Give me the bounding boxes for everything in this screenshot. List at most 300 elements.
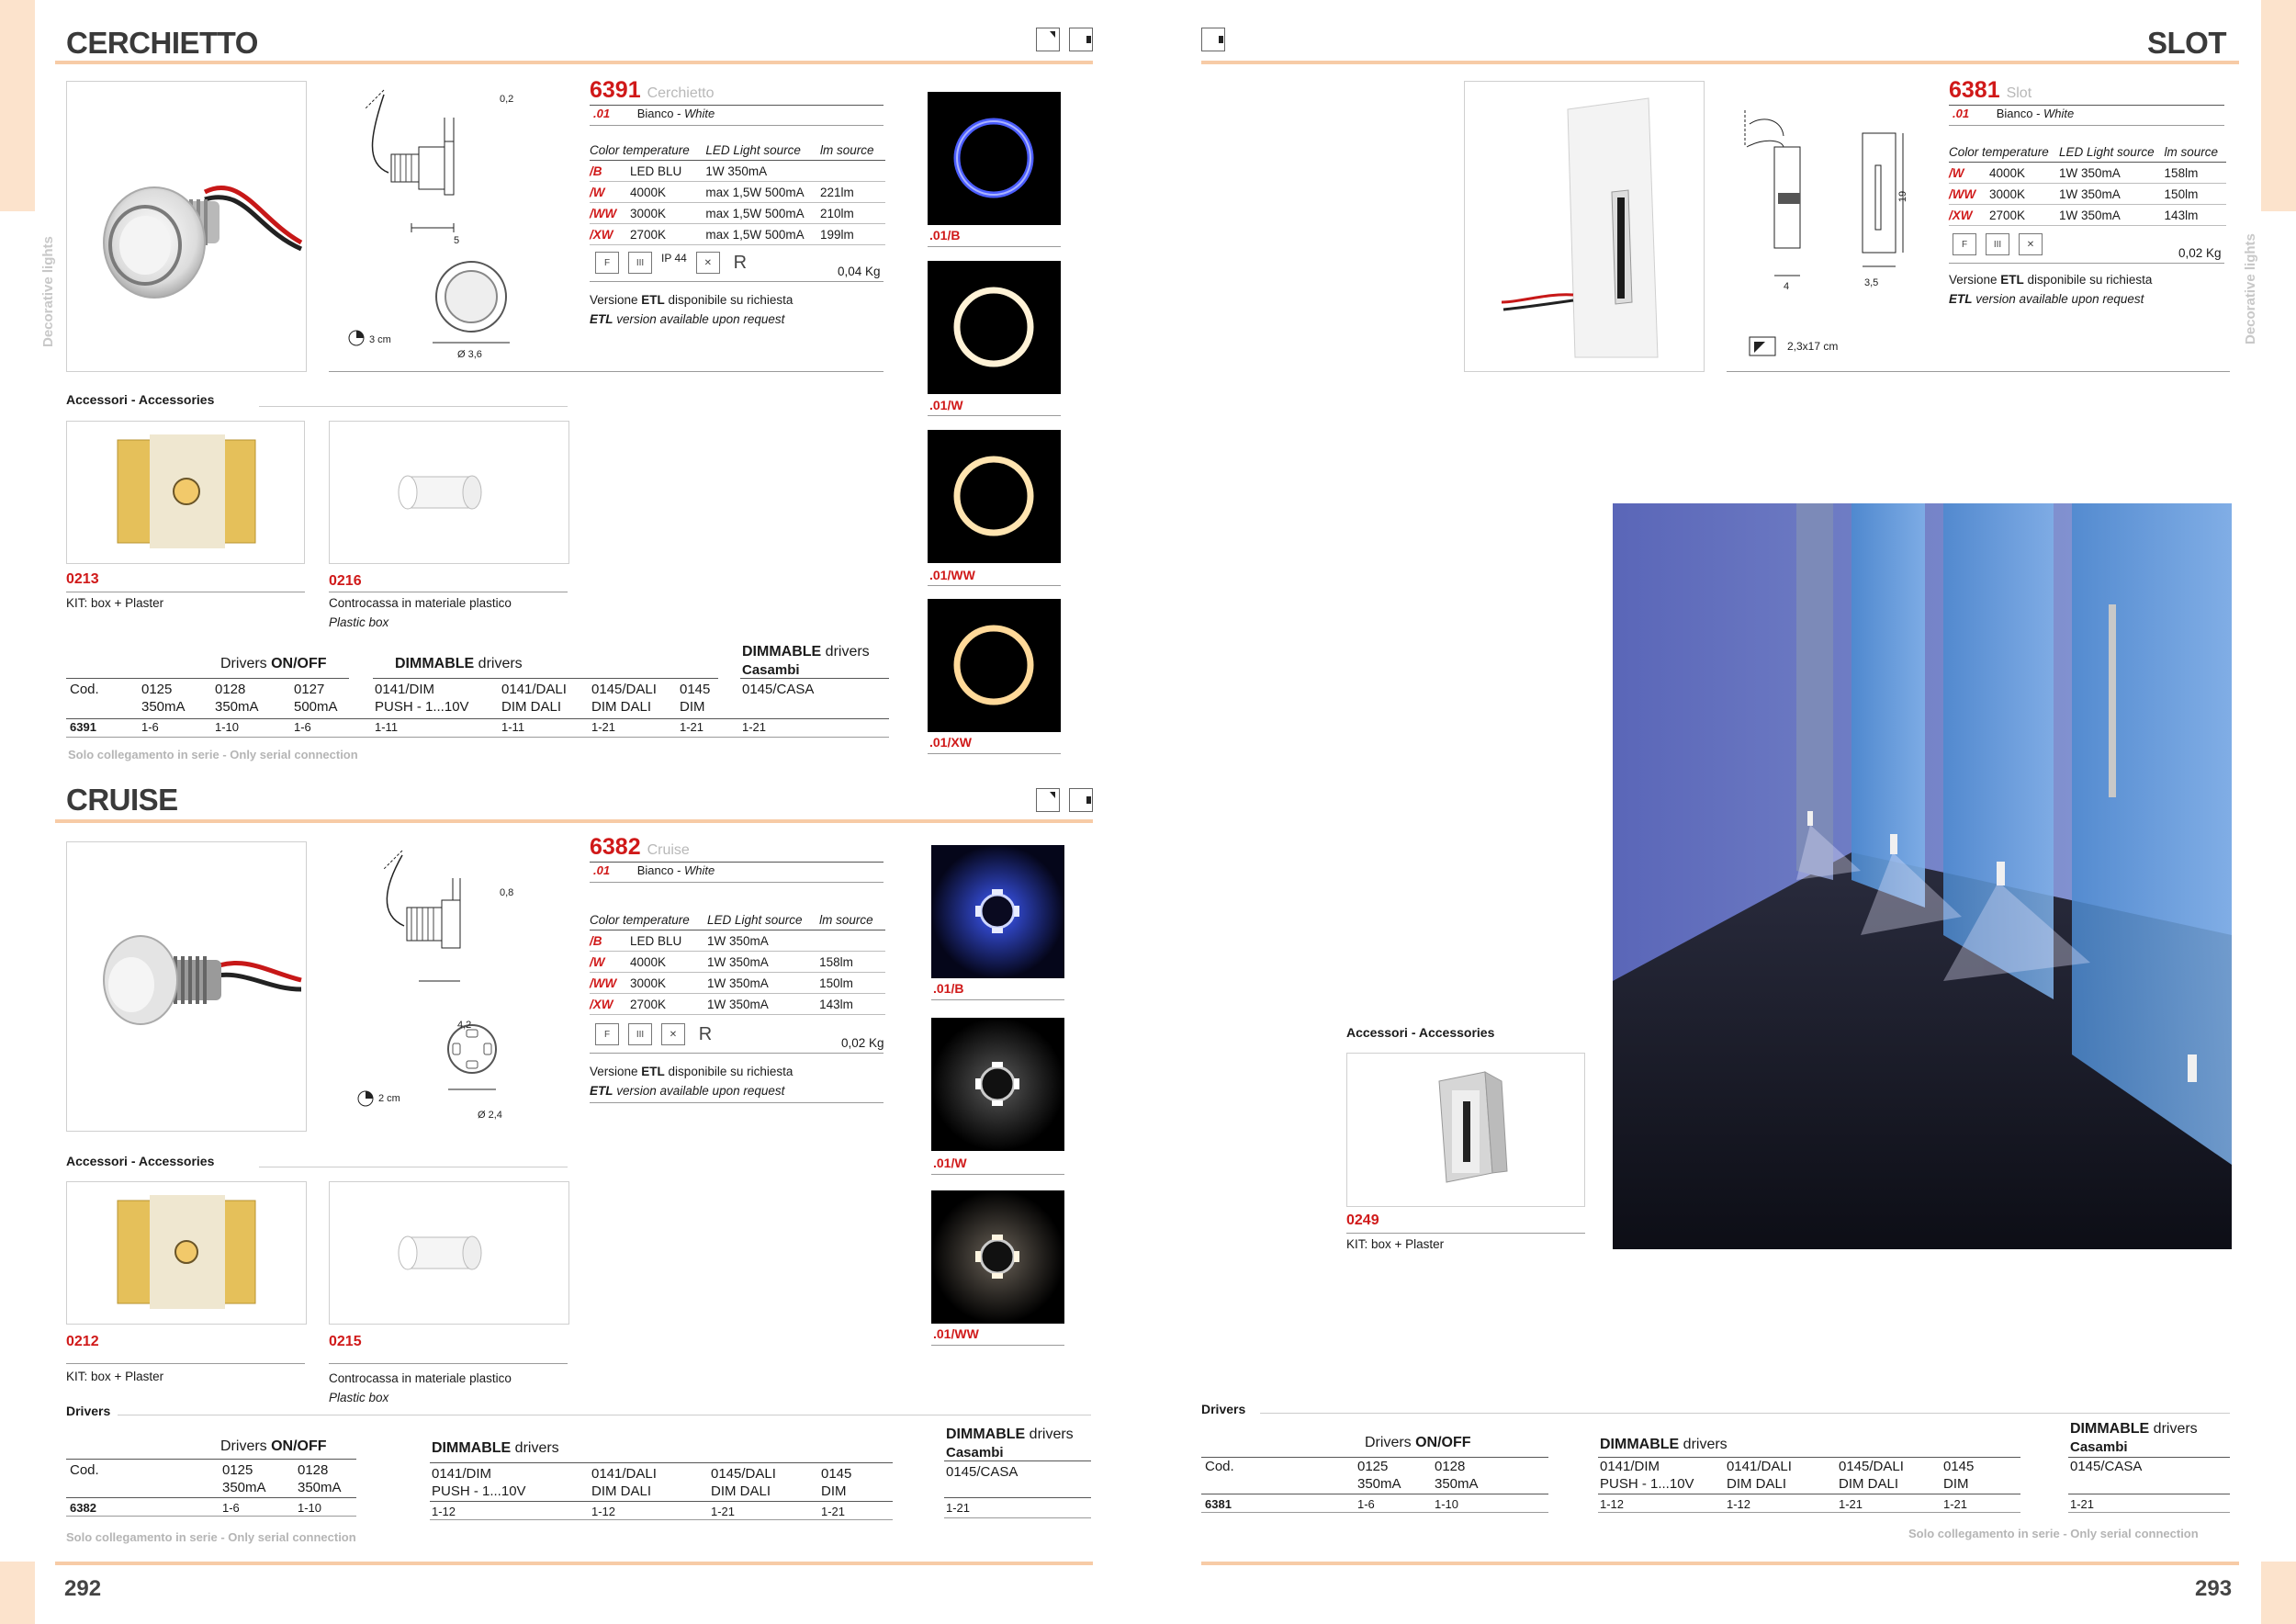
accessory-kit-photo: [66, 421, 305, 564]
spec-row: [590, 203, 885, 224]
row-code: /XW: [590, 227, 613, 242]
row-temp: 4000K: [1989, 165, 2026, 180]
row-code: /WW: [590, 206, 617, 220]
accessory-desc: KIT: box + Plaster: [66, 596, 164, 610]
driver-code: 0145/CASA: [2070, 1459, 2143, 1474]
finish-en: White: [684, 863, 715, 877]
driver-spec: DIM DALI: [1839, 1476, 1899, 1492]
drv-range: 1-6: [294, 720, 311, 734]
drv-range: 1-21: [821, 1505, 846, 1518]
driver-code: 0128: [298, 1462, 329, 1478]
cerchietto-spec-bottom-rule: [329, 371, 884, 372]
row-code: /B: [590, 933, 602, 948]
row-code: /XW: [590, 997, 613, 1011]
f-mark-icon: F: [1953, 233, 1976, 255]
driver-code: 0127: [294, 682, 325, 697]
dim-depth: 4: [1784, 281, 1790, 292]
spec-row: [590, 182, 885, 203]
class-iii-icon: III: [628, 1023, 652, 1045]
slot-product-photo: [1464, 81, 1705, 372]
cruise-header-rule: [55, 819, 1093, 823]
accessory-desc: Controcassa in materiale plastico Plastic box: [329, 596, 512, 629]
th-lm-source: lm source: [819, 909, 885, 930]
cerchietto-drivers-onoff-heading: Drivers ON/OFF: [220, 656, 327, 671]
dim-top: 0,2: [500, 94, 514, 105]
driver-code: 0145/DALI: [1839, 1459, 1904, 1474]
drv-range: 1-11: [501, 720, 525, 734]
cod-label: Cod.: [70, 682, 99, 697]
spec-row: [590, 973, 885, 994]
accessory-rule: [66, 1363, 305, 1364]
row-temp: LED BLU: [630, 164, 682, 178]
drv-bottom-rule: [66, 1516, 356, 1517]
driver-spec: 350mA: [141, 699, 186, 715]
slot-drivers-label: Drivers: [1201, 1402, 1246, 1416]
drv-range: 1-21: [946, 1501, 971, 1515]
driver-code: 0145/DALI: [591, 682, 657, 697]
cruise-etl-note: Versione ETL disponibile su richiesta ETL version available upon request: [590, 1065, 793, 1098]
row-lm: 143lm: [2165, 205, 2226, 226]
product-name: Cerchietto: [647, 85, 715, 101]
cerchietto-certifications: [595, 252, 751, 274]
cerchietto-serial-note: Solo collegamento in serie - Only serial connection: [68, 748, 358, 761]
slot-weight: 0,02 Kg: [2178, 246, 2222, 260]
th-led-source: LED Light source: [2059, 141, 2165, 163]
slot-title: SLOT: [2147, 26, 2226, 60]
driver-spec: 350mA: [1357, 1476, 1401, 1492]
spec-row: [590, 224, 885, 245]
product-name: Slot: [2006, 85, 2032, 101]
row-source: max 1,5W 500mA: [705, 203, 820, 224]
spec-row: [1949, 184, 2226, 205]
cerchietto-drivers-casambi-heading: DIMMABLE drivers Casambi: [742, 644, 870, 678]
cruise-weight-rule: [590, 1053, 884, 1054]
driver-spec: DIM DALI: [711, 1483, 771, 1499]
drv-range: 1-6: [1357, 1497, 1375, 1511]
cruise-title: CRUISE: [66, 783, 178, 817]
driver-code: 0145/CASA: [742, 682, 815, 697]
row-code: /WW: [1949, 186, 1976, 201]
driver-code: 0128: [1435, 1459, 1466, 1474]
row-temp: 2700K: [630, 227, 667, 242]
row-temp: 3000K: [1989, 186, 2026, 201]
thumb-rule-ww: [928, 585, 1061, 586]
drv-rule: [66, 678, 349, 679]
sidebar-label-right: Decorative lights: [2243, 233, 2258, 344]
sidebar-label-left: Decorative lights: [40, 236, 56, 347]
drv-range: 1-21: [2070, 1497, 2095, 1511]
cerchietto-weight-rule: [590, 281, 884, 282]
drv-range: 1-10: [298, 1501, 322, 1515]
accessory-plastic-box-photo: [329, 421, 569, 564]
cruise-finish-rule: [590, 882, 884, 883]
drv-row-rule: [944, 1497, 1091, 1498]
accessory-code: 0249: [1346, 1212, 1379, 1228]
hole-depth: 2 cm: [378, 1093, 400, 1104]
slot-ambient-photo: [1613, 503, 2232, 1249]
no-insulation-icon: ✕: [661, 1023, 685, 1045]
thumb-label-ww: .01/WW: [929, 568, 975, 582]
drv-range: 1-6: [222, 1501, 240, 1515]
accessory-desc: KIT: box + Plaster: [66, 1370, 164, 1383]
cerchietto-code-rule: [590, 105, 884, 106]
spec-row: [590, 994, 885, 1015]
driver-spec: 350mA: [215, 699, 259, 715]
driver-code: 0141/DIM: [432, 1466, 492, 1482]
spec-row: [590, 952, 885, 973]
th-color-temp: Color temperature: [590, 140, 705, 161]
thumb-rule-w: [931, 1174, 1064, 1175]
drv-rule: [740, 678, 889, 679]
product-name: Cruise: [647, 842, 690, 858]
cruise-drivers-label: Drivers: [66, 1404, 111, 1418]
slot-finish-rule: [1949, 125, 2224, 126]
row-code: /W: [1949, 165, 1964, 180]
cod-label: Cod.: [1205, 1459, 1234, 1474]
thumb-label-xw: .01/XW: [929, 735, 972, 750]
finish-en: White: [2043, 107, 2075, 120]
row-code: /W: [590, 954, 605, 969]
row-lm: [819, 930, 885, 952]
cerchietto-header-rule: [55, 61, 1093, 64]
driver-code: 0125: [1357, 1459, 1389, 1474]
drv-range: 1-12: [591, 1505, 616, 1518]
thumb-rule-xw: [928, 753, 1061, 754]
left-page-number: 292: [64, 1576, 102, 1601]
right-page-number: 293: [2195, 1576, 2233, 1601]
slot-serial-note: Solo collegamento in serie - Only serial connection: [1908, 1527, 2199, 1540]
row-code: /XW: [1949, 208, 1973, 222]
driver-spec: DIM: [680, 699, 705, 715]
slot-code-heading: [1949, 77, 2032, 104]
slot-drivers-onoff-heading: Drivers ON/OFF: [1365, 1435, 1471, 1450]
thumb-xwarm-ring: [928, 599, 1061, 732]
drv-product-code: 6391: [70, 720, 96, 734]
dim-top: 0,8: [500, 887, 514, 898]
row-lm: 150lm: [2165, 184, 2226, 205]
no-insulation-icon: ✕: [2019, 233, 2043, 255]
drv-range: 1-21: [711, 1505, 736, 1518]
drv-bottom-rule: [66, 737, 889, 738]
cruise-drivers-dimmable-heading: DIMMABLE drivers: [432, 1440, 559, 1456]
thumb-rule-ww: [931, 1345, 1064, 1346]
thumb-blue-ring: [928, 92, 1061, 225]
row-source: max 1,5W 500mA: [705, 224, 820, 245]
indoor-icon: [1201, 28, 1225, 51]
thumb-rule-b: [928, 246, 1061, 247]
row-lm: [820, 161, 885, 182]
driver-code: 0141/DALI: [501, 682, 567, 697]
driver-spec: PUSH - 1...10V: [1600, 1476, 1694, 1492]
thumb-rule-b: [931, 999, 1064, 1000]
driver-spec: DIM DALI: [1727, 1476, 1787, 1492]
row-temp: 4000K: [630, 954, 667, 969]
driver-code: 0145/DALI: [711, 1466, 776, 1482]
slot-drivers-rule: [1260, 1413, 2230, 1414]
row-code: /W: [590, 185, 605, 199]
cerchietto-weight: 0,04 Kg: [838, 265, 881, 278]
row-code: /B: [590, 164, 602, 178]
left-sidebar-strip-bottom: [0, 1562, 35, 1624]
product-code: 6382: [590, 834, 641, 860]
cerchietto-technical-drawing: [329, 81, 558, 366]
finish-it: Bianco -: [636, 863, 685, 877]
drv-rule: [2068, 1457, 2230, 1458]
cruise-serial-note: Solo collegamento in serie - Only serial connection: [66, 1530, 356, 1544]
drv-range: 1-21: [591, 720, 616, 734]
hole-depth: 3 cm: [369, 334, 391, 345]
f-mark-icon: F: [595, 252, 619, 274]
row-temp: 3000K: [630, 206, 667, 220]
drv-bottom-rule: [1598, 1512, 2020, 1513]
spec-row: [1949, 205, 2226, 226]
drv-range: 1-12: [432, 1505, 456, 1518]
row-source: 1W 350mA: [2059, 205, 2165, 226]
class-iii-icon: III: [628, 252, 652, 274]
slot-etl-note: Versione ETL disponibile su richiesta ETL version available upon request: [1949, 273, 2153, 306]
cruise-spec-table: [590, 909, 885, 1015]
right-sidebar-strip-top: [2261, 0, 2296, 211]
cerchietto-spec-table: [590, 140, 885, 245]
dim-width: 4,2: [457, 1020, 472, 1031]
slot-certifications: [1953, 233, 2043, 255]
dim-diameter: Ø 3,6: [457, 349, 482, 360]
driver-code: 0145: [821, 1466, 852, 1482]
cruise-product-photo: [66, 841, 307, 1132]
slot-header-rule: [1201, 61, 2239, 64]
accessory-code: 0216: [329, 573, 362, 589]
drv-rule: [1201, 1457, 1548, 1458]
wall-icon: [1069, 28, 1093, 51]
driver-code: 0125: [141, 682, 173, 697]
right-sidebar-strip-bottom: [2261, 1562, 2296, 1624]
accessory-code: 0212: [66, 1334, 99, 1349]
hole-size: 2,3x17 cm: [1787, 340, 1839, 353]
drv-range: 1-12: [1600, 1497, 1625, 1511]
row-lm: 158lm: [2165, 163, 2226, 184]
cod-label: Cod.: [70, 1462, 99, 1478]
cerchietto-finish-rule: [590, 125, 884, 126]
indoor-icon: [1036, 788, 1060, 812]
spec-row: [590, 161, 885, 182]
cerchietto-title: CERCHIETTO: [66, 26, 258, 60]
cruise-finish: [593, 863, 715, 877]
accessory-code: 0213: [66, 571, 99, 587]
drv-range: 1-21: [1839, 1497, 1863, 1511]
finish-it: Bianco -: [1996, 107, 2044, 120]
accessory-plastic-box-photo: [329, 1181, 569, 1325]
drv-bottom-rule: [2068, 1512, 2230, 1513]
row-source: 1W 350mA: [2059, 184, 2165, 205]
drv-range: 1-10: [1435, 1497, 1459, 1511]
drv-product-code: 6381: [1205, 1497, 1232, 1511]
finish-code: .01: [1953, 107, 1970, 120]
dim-width: 5: [454, 235, 460, 246]
driver-code: 0141/DALI: [591, 1466, 657, 1482]
thumb-cruise-warm: [931, 1190, 1064, 1324]
accessory-code: 0215: [329, 1334, 362, 1349]
drv-range: 1-12: [1727, 1497, 1751, 1511]
dim-width: 3,5: [1864, 277, 1879, 288]
row-temp: 2700K: [1989, 208, 2026, 222]
row-lm: 150lm: [819, 973, 885, 994]
driver-spec: 350mA: [298, 1480, 342, 1495]
thumb-cruise-blue: [931, 845, 1064, 978]
driver-spec: PUSH - 1...10V: [375, 699, 469, 715]
drv-rule: [66, 1459, 356, 1460]
cerchietto-finish: [593, 107, 715, 120]
cerchietto-product-photo: [66, 81, 307, 372]
row-source: max 1,5W 500mA: [705, 182, 820, 203]
drv-row-rule: [430, 1501, 893, 1502]
driver-code: 0141/DIM: [1600, 1459, 1660, 1474]
slot-spec-table: [1949, 141, 2226, 226]
accessory-desc: KIT: box + Plaster: [1346, 1237, 1445, 1251]
cruise-code-rule: [590, 862, 884, 863]
indoor-icon: [1036, 28, 1060, 51]
drv-rule: [373, 678, 718, 679]
drv-range: 1-21: [1943, 1497, 1968, 1511]
drv-range: 1-21: [680, 720, 704, 734]
slot-weight-rule: [1949, 263, 2224, 264]
drv-row-rule: [66, 1497, 356, 1498]
row-lm: 210lm: [820, 203, 885, 224]
f-mark-icon: F: [595, 1023, 619, 1045]
row-lm: 143lm: [819, 994, 885, 1015]
cerchietto-drivers-dimmable-heading: DIMMABLE drivers: [395, 656, 523, 671]
spec-row: [590, 930, 885, 952]
th-led-source: LED Light source: [707, 909, 819, 930]
class-iii-icon: III: [1986, 233, 2009, 255]
th-color-temp: Color temperature: [590, 909, 707, 930]
driver-code: 0141/DALI: [1727, 1459, 1792, 1474]
slot-code-rule: [1949, 105, 2224, 106]
r-mark-icon: R: [733, 252, 748, 273]
row-source: 1W 350mA: [707, 952, 819, 973]
row-source: 1W 350mA: [707, 994, 819, 1015]
row-temp: 2700K: [630, 997, 667, 1011]
thumb-label-w: .01/W: [929, 398, 963, 412]
row-code: /WW: [590, 976, 617, 990]
cruise-code-heading: [590, 834, 690, 861]
dim-diameter: Ø 2,4: [478, 1110, 502, 1121]
th-color-temp: Color temperature: [1949, 141, 2059, 163]
accessory-desc: Controcassa in materiale plastico Plastic box: [329, 1371, 512, 1404]
cerchietto-etl-note: Versione ETL disponibile su richiesta ETL version available upon request: [590, 293, 793, 326]
cerchietto-accessories-rule: [259, 406, 568, 407]
cerchietto-code-heading: [590, 77, 715, 104]
slot-hole-icon: [1749, 336, 1776, 361]
driver-spec: PUSH - 1...10V: [432, 1483, 526, 1499]
drv-bottom-rule: [430, 1519, 893, 1520]
slot-drivers-dimmable-heading: DIMMABLE drivers: [1600, 1437, 1728, 1452]
drv-rule: [430, 1462, 893, 1463]
drv-rule: [1598, 1457, 2020, 1458]
thumb-white-ring: [928, 261, 1061, 394]
driver-code: 0145: [1943, 1459, 1975, 1474]
driver-code: 0145: [680, 682, 711, 697]
thumb-label-ww: .01/WW: [933, 1326, 979, 1341]
row-lm: 221lm: [820, 182, 885, 203]
driver-spec: DIM: [1943, 1476, 1969, 1492]
accessory-kit-photo: [66, 1181, 307, 1325]
finish-it: Bianco -: [636, 107, 685, 120]
driver-spec: 350mA: [1435, 1476, 1479, 1492]
driver-code: 0141/DIM: [375, 682, 435, 697]
driver-spec: DIM: [821, 1483, 847, 1499]
dim-height: 19: [1897, 190, 1909, 203]
cerchietto-accessories-label: Accessori - Accessories: [66, 392, 215, 407]
row-temp: 4000K: [630, 185, 667, 199]
drv-bottom-rule: [944, 1517, 1091, 1518]
slot-accessory-photo: [1346, 1053, 1585, 1207]
finish-code: .01: [593, 863, 611, 877]
r-mark-icon: R: [698, 1023, 713, 1044]
drv-range: 1-10: [215, 720, 240, 734]
row-source: 1W 350mA: [2059, 163, 2165, 184]
no-insulation-icon: ✕: [696, 252, 720, 274]
thumb-warm-ring: [928, 430, 1061, 563]
spec-row: [1949, 163, 2226, 184]
row-lm: 199lm: [820, 224, 885, 245]
left-sidebar-strip-top: [0, 0, 35, 211]
drv-range: 1-21: [742, 720, 767, 734]
row-source: 1W 350mA: [707, 930, 819, 952]
cruise-drivers-casambi-heading: DIMMABLE drivers Casambi: [946, 1427, 1074, 1460]
driver-spec: DIM DALI: [591, 699, 652, 715]
driver-code: 0125: [222, 1462, 253, 1478]
slot-technical-drawing: [1727, 92, 1929, 312]
slot-drivers-casambi-heading: DIMMABLE drivers Casambi: [2070, 1421, 2198, 1455]
right-footer-rule: [1201, 1562, 2239, 1565]
drv-range: 1-6: [141, 720, 159, 734]
driver-code: 0128: [215, 682, 246, 697]
ip-rating: IP 44: [661, 252, 687, 265]
row-lm: 158lm: [819, 952, 885, 973]
thumb-label-b: .01/B: [929, 228, 961, 242]
left-footer-rule: [55, 1562, 1093, 1565]
wall-icon: [1069, 788, 1093, 812]
thumb-rule-w: [928, 415, 1061, 416]
cruise-certifications: [595, 1023, 716, 1045]
th-led-source: LED Light source: [705, 140, 820, 161]
row-source: 1W 350mA: [707, 973, 819, 994]
row-temp: LED BLU: [630, 933, 682, 948]
slot-accessories-label: Accessori - Accessories: [1346, 1025, 1495, 1040]
thumb-label-b: .01/B: [933, 981, 964, 996]
cruise-drivers-onoff-heading: Drivers ON/OFF: [220, 1438, 327, 1454]
drv-rule: [944, 1460, 1091, 1461]
finish-en: White: [684, 107, 715, 120]
accessory-rule: [1346, 1233, 1585, 1234]
cruise-weight: 0,02 Kg: [841, 1036, 884, 1050]
row-source: 1W 350mA: [705, 161, 820, 182]
cruise-technical-drawing: [329, 841, 558, 1126]
driver-spec: 500mA: [294, 699, 338, 715]
thumb-label-w: .01/W: [933, 1156, 967, 1170]
product-code: 6381: [1949, 77, 2000, 103]
drv-row-rule: [66, 718, 889, 719]
drv-product-code: 6382: [70, 1501, 96, 1515]
driver-code: 0145/CASA: [946, 1464, 1019, 1480]
drv-range: 1-11: [375, 720, 399, 734]
finish-code: .01: [593, 107, 611, 120]
accessory-rule: [329, 1363, 568, 1364]
driver-spec: 350mA: [222, 1480, 266, 1495]
th-lm-source: lm source: [820, 140, 885, 161]
th-lm-source: lm source: [2165, 141, 2226, 163]
thumb-cruise-white: [931, 1018, 1064, 1151]
